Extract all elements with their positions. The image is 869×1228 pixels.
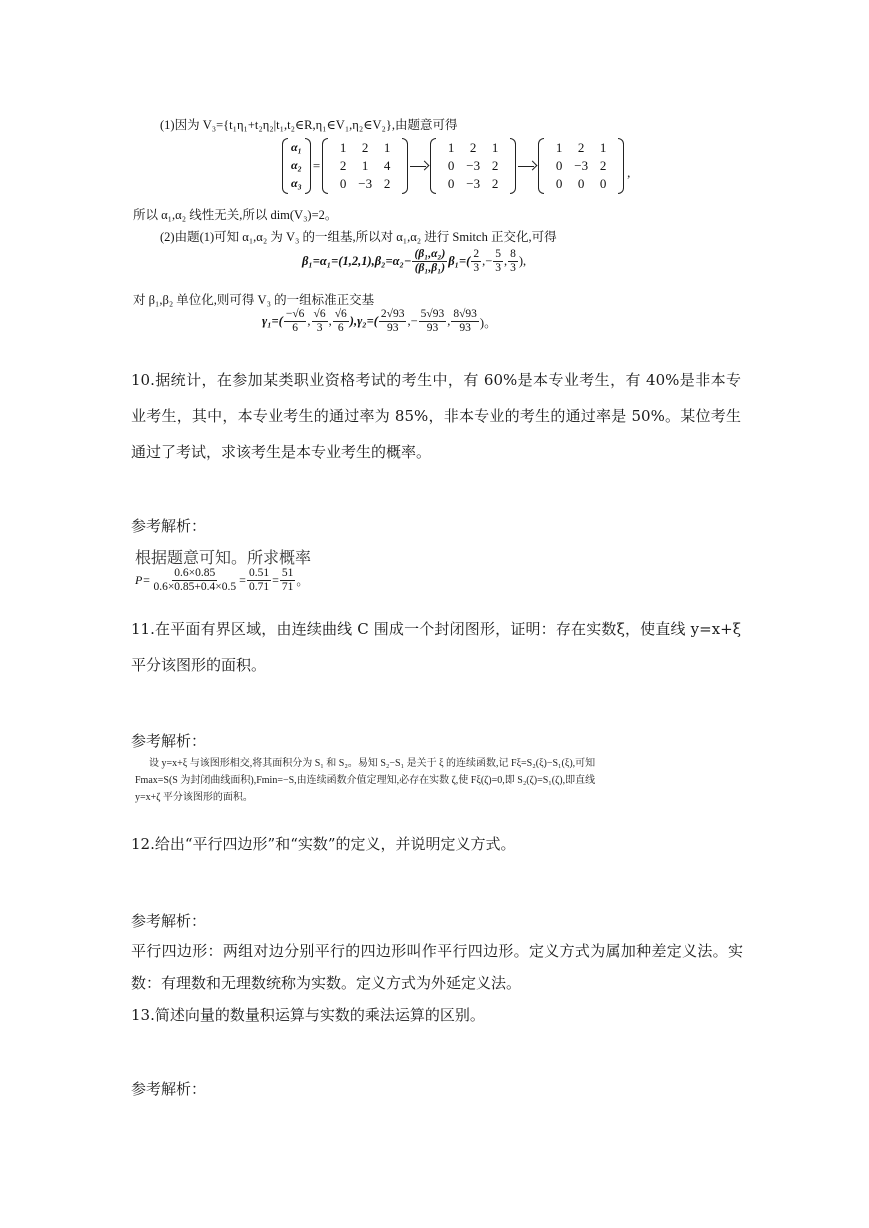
q10-question: 10.据统计，在参加某类职业资格考试的考生中，有 60%是本专业考生，有 40%是非本专业考生，其中，本专业考生的通过率为 85%，非本专业的考生的通过率是 50%。某位考生通过了考试，求该考生是本专业考生的概率。 <box>131 371 741 461</box>
q9-matrix-chain: α₁ α₂ α₃ = 1 2 1 2 1 4 0 −3 2 1 2 1 0 −3 2 0 −3 2 1 2 1 0 −3 2 0 0 0 , <box>282 138 630 194</box>
q10-solution-image <box>135 545 375 595</box>
q11-solution-line: 设 y=x+ξ 与该图形相交,将其面积分为 S₁ 和 S₂。易知 S₂−S₁ 是关于 ξ 的连续函数,记 Fξ=S₂(ξ)−S₁(ξ),可知 <box>149 758 596 769</box>
q10-solution-formula: P= $\frac{0.6\times 0.85}{0.6\times 0.85+0.4\times 0.5}$ = $\frac{0.51}{0.71}$ = $\frac{51}{71}$ 。 <box>135 567 309 593</box>
q12-answer-label: 参考解析： <box>131 912 207 930</box>
q9-beta-formula: β₁=α₁=(1,2,1),β₂=α₂− $\frac{\text{(β₁,α₂)}}{\text{(β₁,β₁)}}$ β₁=( $\frac{2}{3}$ , − $\frac{5}{3}$ , $\frac{8}{3}$ ), <box>302 248 527 274</box>
q11-solution-line: Fmax=S(S 为封闭曲线面积),Fmin=−S,由连续函数介值定理知,必存在实数 ζ,使 Fξ(ζ)=0,即 S₂(ζ)=S₁(ζ),即直线 <box>135 775 596 786</box>
q9-matrix-b: 1 2 1 0 −3 2 0 −3 2 <box>447 140 499 191</box>
q9-solution-image <box>130 112 630 340</box>
q12-answer-text: 平行四边形：两组对边分别平行的四边形叫作平行四边形。定义方式为属加种差定义法。实数：有理数和无理数统称为实数。定义方式为外延定义法。 <box>131 942 743 992</box>
q9-matrix-a: 1 2 1 2 1 4 0 −3 2 <box>339 140 391 191</box>
q9-gamma-formula: γ₁=( $\frac{-√6}{6}$ , $\frac{√6}{3}$ , $\frac{√6}{6}$ ),γ₂=( $\frac{2√93}{93}$ , − $\frac{5√93}{93}$ , $\frac{8√93}{93}$ )。 <box>262 308 497 334</box>
q9-alpha-vector: α₁ α₂ α₃ <box>291 140 302 190</box>
q13-answer-label: 参考解析： <box>131 1080 207 1098</box>
q9-part1-intro: (1)因为 V₃={t₁η₁+t₂η₂|t₁,t₂∈R,η₁∈V₁,η₂∈V₂},由题意可得 <box>160 118 458 132</box>
q11-answer-label: 参考解析： <box>131 732 207 750</box>
q9-matrix-c: 1 2 1 0 −3 2 0 0 0 <box>555 140 607 191</box>
q10-answer-label: 参考解析： <box>131 517 207 535</box>
q9-part2-intro: (2)由题(1)可知 α₁,α₂ 为 V₃ 的一组基,所以对 α₁,α₂ 进行 Smitch 正交化,可得 <box>160 230 557 244</box>
q11-solution-line: y=x+ζ 平分该图形的面积。 <box>135 792 253 803</box>
q9-unit-intro: 对 β₁,β₂ 单位化,则可得 V₃ 的一组标准正交基 <box>133 293 375 307</box>
q11-question: 11.在平面有界区域，由连续曲线 C 围成一个封闭图形，证明：存在实数ξ，使直线 y=x+ξ平分该图形的面积。 <box>131 620 741 674</box>
q12-question: 12.给出“平行四边形”和“实数”的定义，并说明定义方式。 <box>131 835 516 853</box>
q11-solution-image <box>135 755 695 806</box>
arrow-right-icon <box>408 160 430 172</box>
arrow-right-icon <box>516 160 538 172</box>
q13-question: 13.简述向量的数量积运算与实数的乘法运算的区别。 <box>131 1006 485 1024</box>
q9-conclusion: 所以 α₁,α₂ 线性无关,所以 dim(V₃)=2。 <box>133 208 338 222</box>
q10-solution-heading: 根据题意可知。所求概率 <box>135 548 312 567</box>
